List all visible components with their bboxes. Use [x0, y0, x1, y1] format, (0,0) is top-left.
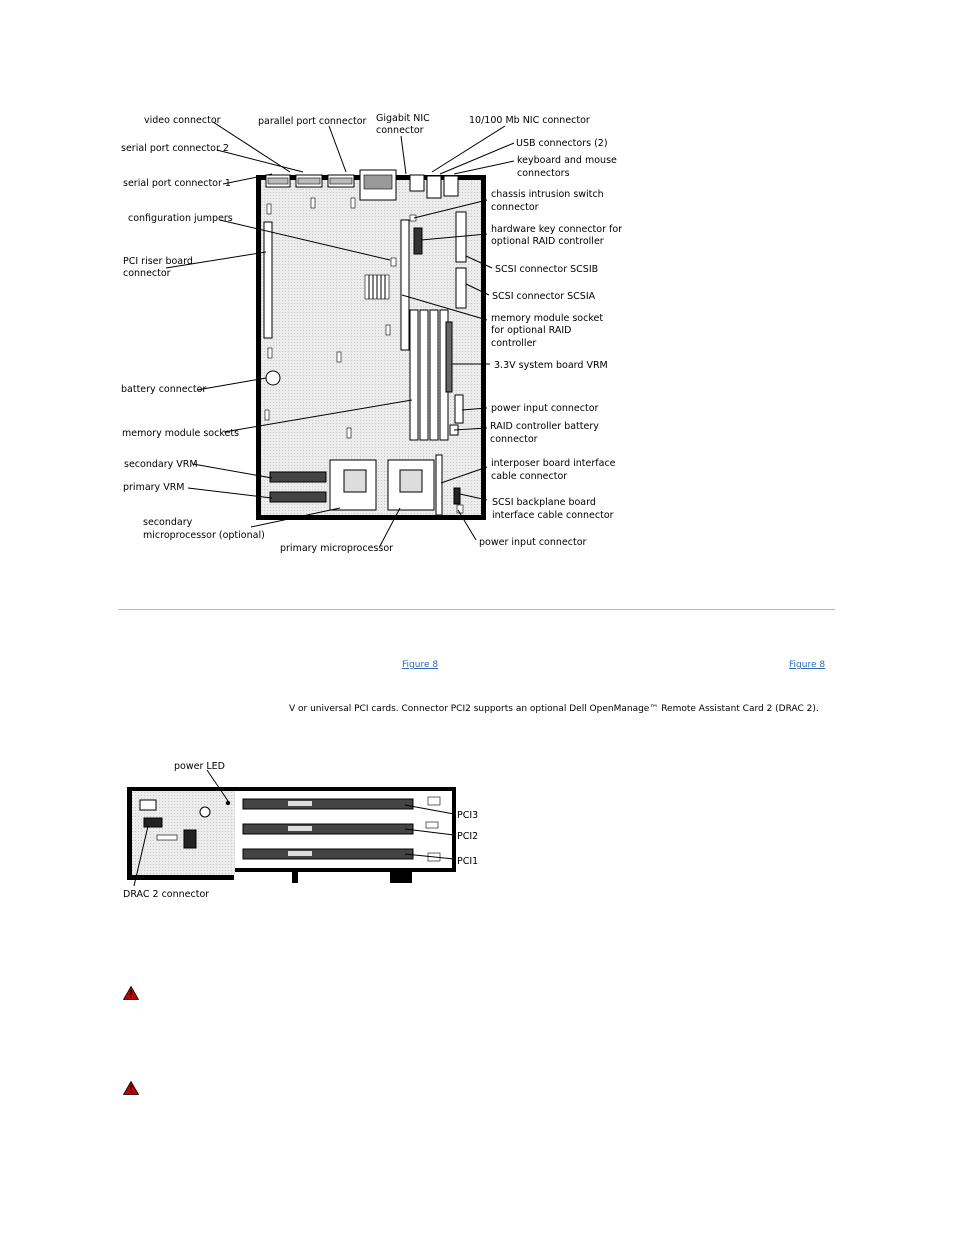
label-interposer: interposer board interface	[491, 458, 616, 469]
label-serial-1: serial port connector 1	[123, 178, 231, 189]
label-gigabit-nic-2: connector	[376, 125, 424, 136]
label-hardware-key: hardware key connector for	[491, 224, 623, 235]
warning-icon-2	[123, 1081, 139, 1095]
label-scsi-b: SCSI connector SCSIB	[495, 264, 599, 275]
label-primary-vrm: primary VRM	[123, 482, 185, 493]
label-secondary-vrm: secondary VRM	[124, 459, 198, 470]
label-power-input-1: power input connector	[491, 403, 599, 414]
label-power-led: power LED	[174, 761, 225, 772]
pci3-slot	[243, 799, 413, 809]
label-hardware-key-2: optional RAID controller	[491, 236, 604, 247]
label-secondary-micro: secondary	[143, 517, 193, 528]
label-interposer-2: cable connector	[491, 471, 568, 482]
label-memory-sockets: memory module sockets	[122, 428, 240, 439]
pci-paragraph: V or universal PCI cards. Connector PCI2 supports an optional Dell OpenManage™ Remote Assistant Card 2 (DRAC 2).	[289, 704, 819, 714]
label-scsi-a: SCSI connector SCSIA	[492, 291, 596, 302]
label-mem-raid-2: for optional RAID	[491, 325, 572, 336]
label-scsi-backplane-2: interface cable connector	[492, 510, 614, 521]
warning-icon	[123, 986, 139, 1000]
label-pci1: PCI1	[457, 856, 479, 867]
pci2-slot	[243, 824, 413, 834]
label-drac2: DRAC 2 connector	[123, 889, 210, 900]
label-video-connector: video connector	[144, 115, 221, 126]
label-mem-raid: memory module socket	[491, 313, 604, 324]
label-config-jumpers: configuration jumpers	[128, 213, 233, 224]
figure-8-link-2[interactable]: Figure 8	[789, 660, 826, 670]
label-raid-battery-2: connector	[490, 434, 538, 445]
label-primary-micro: primary microprocessor	[280, 543, 394, 554]
label-serial-2: serial port connector 2	[121, 143, 229, 154]
label-vrm-33: 3.3V system board VRM	[494, 360, 608, 371]
label-keyboard-mouse: keyboard and mouse	[517, 155, 617, 166]
label-gigabit-nic: Gigabit NIC	[376, 113, 430, 124]
label-chassis-intrusion: chassis intrusion switch	[491, 189, 604, 200]
label-parallel-port: parallel port connector	[258, 116, 367, 127]
label-chassis-intrusion-2: connector	[491, 202, 539, 213]
label-10-100-nic: 10/100 Mb NIC connector	[469, 115, 590, 126]
figure-8-link[interactable]: Figure 8	[402, 660, 439, 670]
label-raid-battery: RAID controller battery	[490, 421, 599, 432]
label-power-input-2: power input connector	[479, 537, 587, 548]
label-pci-riser: PCI riser board	[123, 256, 193, 267]
label-pci2: PCI2	[457, 831, 479, 842]
label-pci-riser-2: connector	[123, 268, 171, 279]
pci1-slot	[243, 849, 413, 859]
riser-board	[127, 787, 456, 883]
label-secondary-micro-2: microprocessor (optional)	[143, 530, 265, 541]
label-pci3: PCI3	[457, 810, 479, 821]
label-scsi-backplane: SCSI backplane board	[492, 497, 596, 508]
label-usb: USB connectors (2)	[516, 138, 608, 149]
label-keyboard-mouse-2: connectors	[517, 168, 570, 179]
label-mem-raid-3: controller	[491, 338, 537, 349]
label-battery: battery connector	[121, 384, 207, 395]
